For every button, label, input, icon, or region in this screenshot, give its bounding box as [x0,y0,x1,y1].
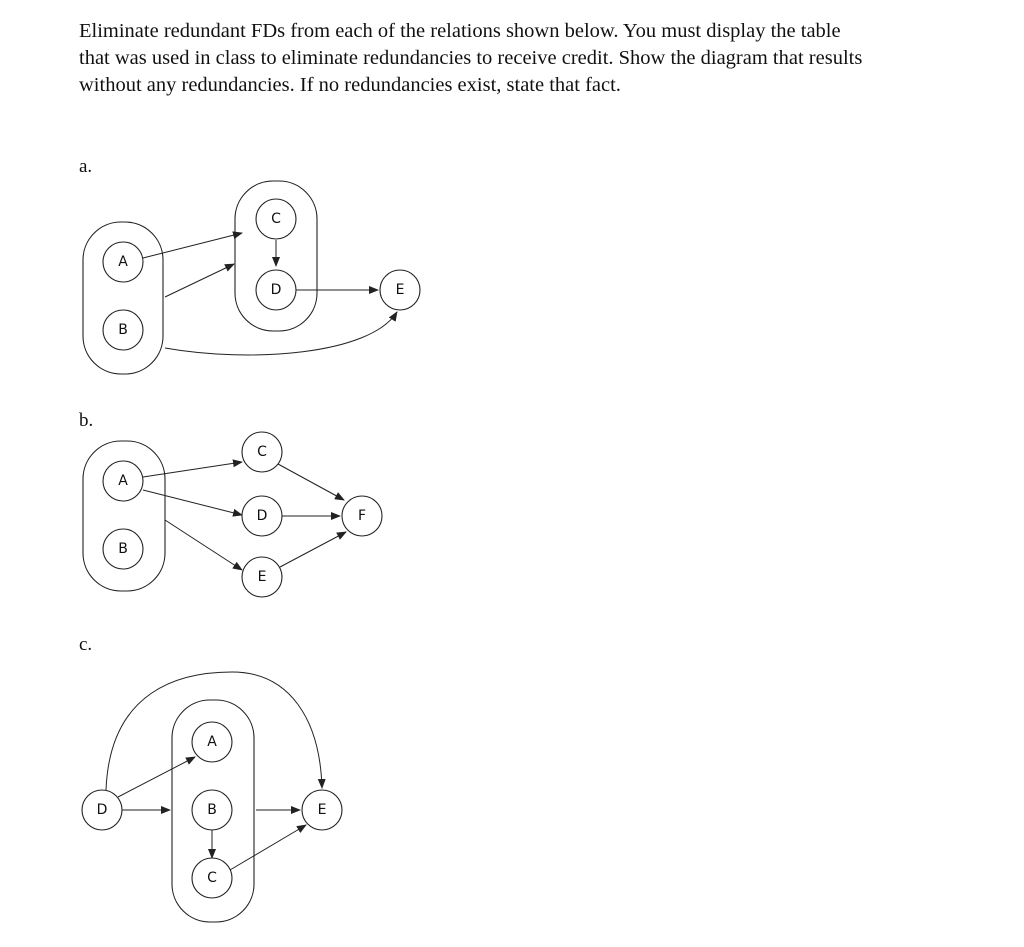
node-b-D [242,496,282,536]
node-b-E [242,557,282,597]
node-a-B [103,310,143,350]
svg-text:C: C [257,444,267,460]
node-a-C [256,199,296,239]
svg-text:C: C [271,211,281,227]
diagram-a [79,156,420,374]
node-b-A [103,461,143,501]
part-b-label: b. [79,410,94,431]
svg-text:B: B [118,322,128,338]
part-c-label: c. [79,634,93,655]
edge-ab-to-cd [165,264,234,297]
node-c-B [192,790,232,830]
edge-ab-to-c [143,462,242,477]
instructions-line-3: without any redundancies. If no redundancies exist, state that fact. [79,74,621,96]
instructions-line-2: that was used in class to eliminate redundancies to receive credit. Show the diagram that results [79,47,863,69]
diagram-b [79,410,382,597]
svg-text:E: E [257,569,267,585]
part-a-label: a. [79,156,93,177]
edge-e-to-f [280,532,346,567]
svg-text:C: C [207,870,217,886]
svg-text:B: B [118,541,128,557]
node-b-F [342,496,382,536]
node-c-D [82,790,122,830]
node-a-E [380,270,420,310]
node-b-B [103,529,143,569]
node-c-E [302,790,342,830]
svg-text:B: B [207,802,217,818]
svg-text:A: A [118,254,128,270]
edge-c-to-e [230,825,306,870]
svg-text:E: E [395,282,405,298]
edge-ab-to-e [165,520,242,570]
edge-a-to-d [143,490,242,515]
node-c-A [192,722,232,762]
svg-text:D: D [96,802,108,818]
edge-b-to-e [165,312,397,355]
edge-c-to-f [278,464,344,500]
edge-d-to-a [118,757,195,797]
node-a-A [103,242,143,282]
svg-text:A: A [207,734,217,750]
svg-text:D: D [270,282,282,298]
edge-a-to-cd [143,233,242,258]
node-a-D [256,270,296,310]
instructions-line-1: Eliminate redundant FDs from each of the relations shown below. You must display the table [79,20,841,42]
svg-text:E: E [317,802,327,818]
node-c-C [192,858,232,898]
svg-text:F: F [357,508,367,524]
svg-text:A: A [118,473,128,489]
node-b-C [242,432,282,472]
svg-text:D: D [256,508,268,524]
diagram-c [79,634,342,922]
